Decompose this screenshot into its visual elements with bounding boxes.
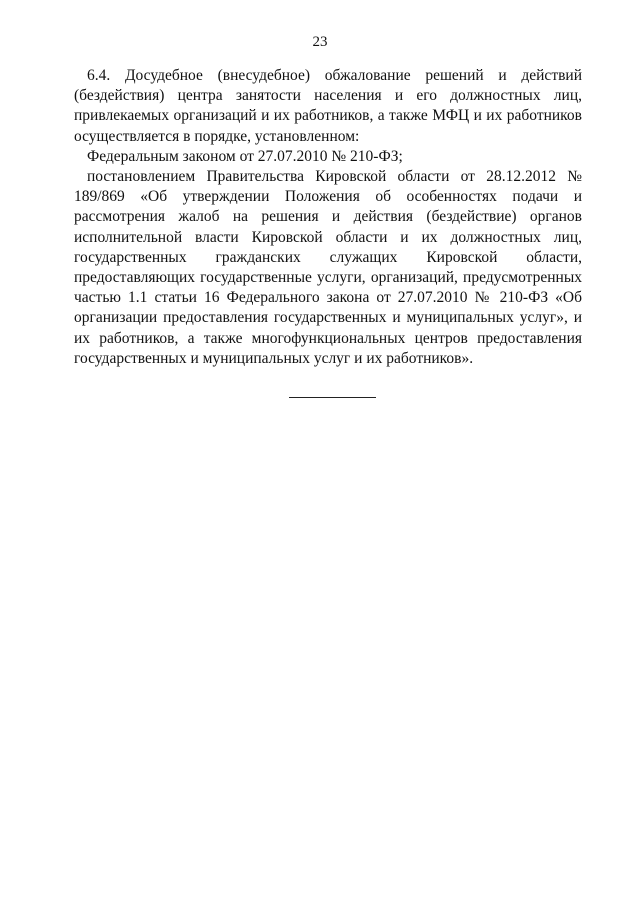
paragraph-federal-law: Федеральным законом от 27.07.2010 № 210-ФЗ; — [87, 147, 403, 165]
end-separator-line — [289, 397, 376, 398]
paragraph-appeal-procedure: 6.4. Досудебное (внесудебное) обжалование решений и действий (бездействия) центра занятости населения и его должностных лиц, привлекаемых организаций и их работников, а также МФЦ и их работников осуществляется в порядке, установленном: — [74, 67, 582, 145]
paragraph-government-resolution: постановлением Правительства Кировской области от 28.12.2012 № 189/869 «Об утверждении Положения об особенностях подачи и рассмотрения жалоб на решения и действия (бездействие) органов исполнительной власти Кировской области и их должностных лиц, государственных гражданских служащих Кировской области, предоставляющих государственные услуги, организаций, предусмотренных частью 1.1 статьи 16 Федерального закона от 27.07.2010 № 210-ФЗ «Об организации предоставления государственных и муниципальных услуг», и их работников, а также многофункциональных центров предоставления государственных и муниципальных услуг и их работников». — [74, 168, 582, 367]
document-body — [74, 66, 582, 369]
page-number: 23 — [312, 34, 328, 50]
